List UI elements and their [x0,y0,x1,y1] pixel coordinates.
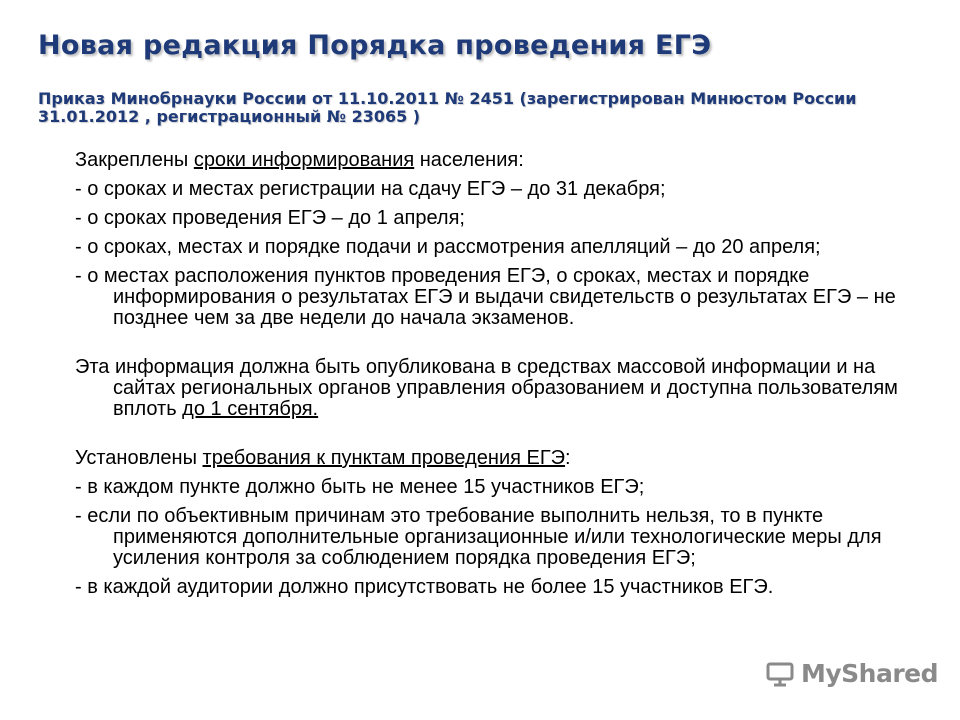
section1-intro-tail: населения: [414,149,524,171]
section1-item-3: - о сроках, местах и порядке подачи и рассмотрения апелляций – до 20 апреля; [75,236,821,258]
section1-intro-underlined: сроки информирования [193,149,415,171]
section3-item-2: - если по объективным причинам это требование выполнить нельзя, то в пункте применяются дополнительные организационные и/или технологические меры для усиления контроля за соблюдением порядка проведения ЕГЭ; [75,505,882,569]
section1-item-4: - о местах расположения пунктов проведения ЕГЭ, о сроках, местах и порядке информирования о результатах ЕГЭ и выдачи свидетельств о результатах ЕГЭ – не позднее чем за две недели до начала экзаменов. [75,265,896,329]
slide-subtitle: Приказ Минобрнауки России от 11.10.2011 № 2451 (зарегистрирован Минюстом России 31.01.2012 , регистрационный № 23065 ) [38,89,857,126]
section3-intro-tail: : [565,447,571,469]
section1-item-2: - о сроках проведения ЕГЭ – до 1 апреля; [75,207,465,229]
presentation-screen-icon [765,658,795,688]
section2-underlined-date: до 1 сентября. [182,398,319,420]
section1-intro-text: Закреплены [75,149,194,171]
section3-intro-underlined: требования к пунктам проведения ЕГЭ [202,447,566,469]
section3-intro [75,448,905,469]
slide-body [75,150,905,598]
watermark-text: MyShared [801,658,939,688]
section2-text: Эта информация должна быть опубликована в средствах массовой информации и на сайтах региональных органов управления образованием и доступна пользователям вплоть [75,356,898,420]
slide-title: Новая редакция Порядка проведения ЕГЭ [38,30,712,61]
section2-paragraph [75,357,905,420]
section3-item-3: - в каждой аудитории должно присутствовать не более 15 участников ЕГЭ. [75,576,774,598]
section1-item-1: - о сроках и местах регистрации на сдачу ЕГЭ – до 31 декабря; [75,178,666,200]
myshared-watermark [765,658,938,688]
section1-intro [75,150,905,171]
section3-item-1: - в каждом пункте должно быть не менее 15 участников ЕГЭ; [75,476,645,498]
section3-intro-text: Установлены [75,447,203,469]
